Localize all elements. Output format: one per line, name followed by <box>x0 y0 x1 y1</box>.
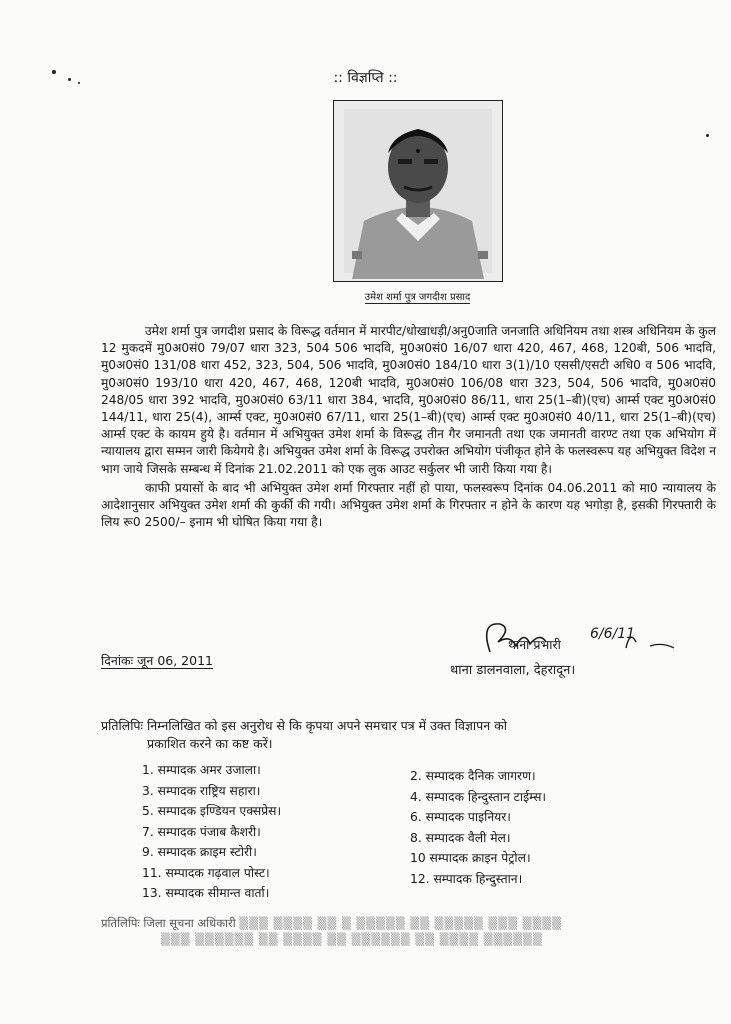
signature-block <box>450 612 710 702</box>
bottom-copy-line-1: जिला सूचना अधिकारी <box>143 916 236 930</box>
bottom-copy-label: प्रतिलिपिः <box>101 916 140 930</box>
recipient-item: 3. सम्पादक राष्ट्रिय सहारा। <box>142 783 261 798</box>
recipient-item: 9. सम्पादक क्राइम स्टोरी। <box>142 845 257 859</box>
bottom-copy-section <box>101 915 701 947</box>
notice-paragraph-2: काफी प्रयासों के बाद भी अभियुक्त उमेश शर्मा गिरफ्तार नहीं हो पाया, फलस्वरूप दिनांक 04.06.2011 को मा0 न्यायालय के आदेशानुसार अभियुक्त उमेश शर्मा की कुर्की की गयी। अभियुक्त उमेश शर्मा के गिरफ्तार न होने के कारण यह भगोड़ा है, इसकी गिरफ्तारी के लिय रू0 2500/– इनाम भी घोषित किया गया है। <box>101 480 716 530</box>
recipient-item: 10 सम्पादक क्राइन पेट्रोल। <box>410 851 531 865</box>
notice-heading: :: विज्ञप्ति :: <box>333 70 398 86</box>
copy-text-line-2: प्रकाशित करने का कष्ट करें। <box>147 736 273 751</box>
photo-caption <box>300 289 535 303</box>
signature-date-scrawl: 6/6/11 <box>590 626 636 642</box>
recipient-item: 7. सम्पादक पंजाब कैशरी। <box>142 824 261 839</box>
recipient-item: 6. सम्पादक पाइनियर। <box>410 810 511 824</box>
copy-label: प्रतिलिपिः <box>101 718 144 733</box>
recipient-item: 1. सम्पादक अमर उजाला। <box>142 763 261 777</box>
copy-text-line-1: निम्नलिखित को इस अनुरोध से कि कृपया अपने समचार पत्र में उक्त विज्ञापन को <box>147 718 508 733</box>
copy-to-section <box>101 717 716 753</box>
recipient-item: 13. सम्पादक सीमान्त वार्ता। <box>142 886 270 900</box>
scan-speck <box>706 134 709 137</box>
signatory-title: थाना प्रभारी <box>508 637 561 652</box>
photo-caption-text: उमेश शर्मा पुत्र जगदीश प्रसाद <box>364 292 471 303</box>
recipient-item: 11. सम्पादक गढ़वाल पोस्ट। <box>142 865 270 880</box>
recipient-column-left <box>142 760 281 904</box>
notice-paragraph-1: उमेश शर्मा पुत्र जगदीश प्रसाद के विरूद्ध वर्तमान में मारपीट/धोखाधड़ी/अनु0जाति जनजाति अधिनियम तथा शस्त्र अधिनियम के कुल 12 मुकदमें मु0अ0सं0 79/07 धारा 323, 504 506 भादवि, मु0अ0सं0 16/07 धारा 420, 467, 468, 120बी, 506 भादवि, मु0अ0सं0 131/08 धारा 452, 323, 504, 506 भादवि, मु0अ0सं0 184/10 धारा 3(1)/10 एससी/एसटी अधि0 व 506 भादवि, मु0अ0सं0 193/10 धारा 420, 467, 468, 120बी भादवि, मु0अ0सं0 106/08 धारा 323, 504, 506 भादवि, मु0अ0सं0 248/05 धारा 392 भादवि, मु0अ0सं0 63/11 धारा 384, भादवि, मु0अ0सं0 86/11, धारा 25(1–बी)(एच) आर्म्स एक्ट मु0अ0सं0 144/11, धारा 25(4), आर्म्स एक्ट, मु0अ0सं0 67/11, धारा 25(1–बी)(एच) आर्म्स एक्ट मु0अ0सं0 40/11, धारा 25(1–बी)(एच) आर्म्स एक्ट के कायम हुये है। वर्तमान में अभियुक्त उमेश शर्मा के विरूद्ध तीन गैर जमानती तथा एक जमानती वारण्ट तथा एक अभियोग में न्यायालय द्वारा सम्मन जारी कियेगये है। अभियुक्त उमेश शर्मा के विरूद्ध उपरोक्त अभियोग पंजीकृत होने के फलस्वरूप यह अभियुक्त विदेश न भाग जाये जिसके सम्बन्ध में दिनांक 21.02.2011 को एक लुक आउट सर्कुलर भी जारी किया गया है। <box>101 324 716 476</box>
recipient-item: 4. सम्पादक हिन्दुस्तान टाईम्स। <box>410 789 547 804</box>
signatory-station: थाना डालनवाला, देहरादून। <box>450 663 576 678</box>
recipient-item: 8. सम्पादक वैली मेल। <box>410 830 511 845</box>
person-photo-icon <box>334 101 502 281</box>
recipient-column-right <box>410 766 546 889</box>
notice-body <box>101 323 716 531</box>
recipient-item: 12. सम्पादक हिन्दुस्तान। <box>410 871 523 886</box>
illegible-text: ▒▒▒ ▒▒▒▒ ▒▒ ▒ ▒▒▒▒▒ ▒▒ ▒▒▒▒▒ ▒▒▒ ▒▒▒▒ <box>239 916 563 930</box>
illegible-text: ▒▒▒ ▒▒▒▒▒▒ ▒▒ ▒▒▒▒ ▒▒ ▒▒▒▒▒▒ ▒▒ ▒▒▒▒ ▒▒▒▒▒▒ <box>161 932 543 946</box>
recipient-item: 2. सम्पादक दैनिक जागरण। <box>410 769 536 783</box>
notice-date-text: दिनांकः जून 06, 2011 <box>101 653 213 668</box>
accused-photo <box>333 100 503 282</box>
notice-date <box>101 652 213 669</box>
recipient-item: 5. सम्पादक इण्डियन एक्सप्रेस। <box>142 804 282 818</box>
handwritten-signature-icon <box>450 612 710 662</box>
